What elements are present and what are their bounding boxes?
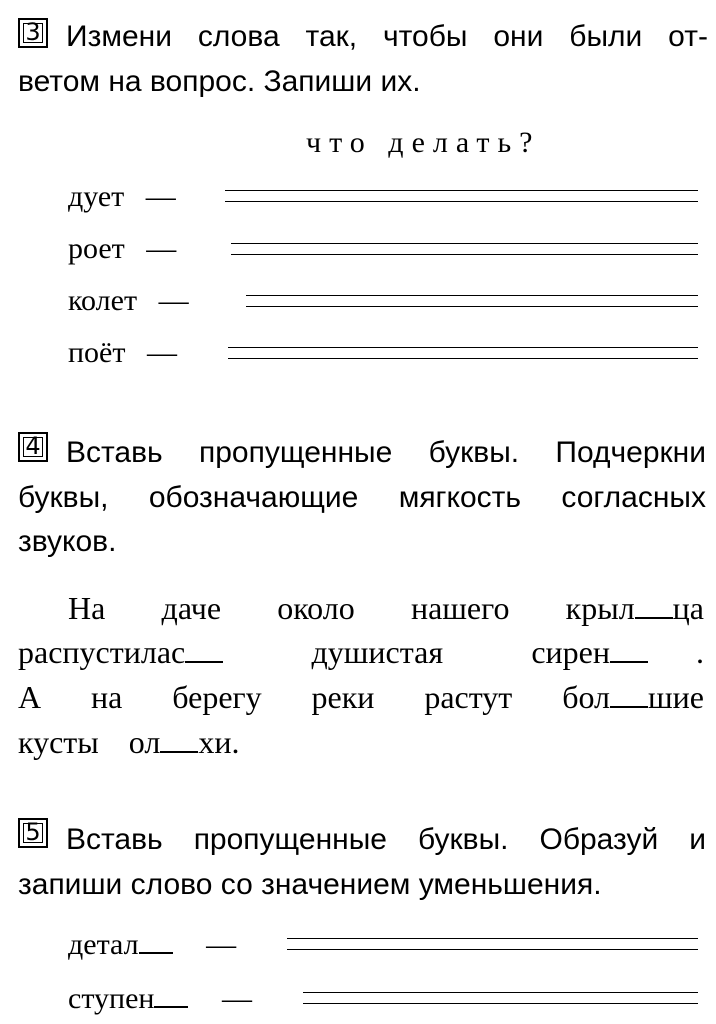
word-duet: дует — <box>68 180 176 213</box>
word-bolshie: бол шие <box>562 679 704 715</box>
task-4-instruction-line-2: буквы, обозначающие мягкость согласных <box>18 481 706 514</box>
task-3-number: 3 <box>25 18 41 46</box>
blank-1[interactable] <box>635 593 673 619</box>
answer-line-roet[interactable] <box>231 243 698 255</box>
task-3-instruction-line-2: ветом на вопрос. Запиши их. <box>18 65 421 98</box>
word-raspustilas: распустилас <box>18 629 223 675</box>
word-detal: детал — <box>68 928 237 961</box>
blank-3[interactable] <box>610 637 648 663</box>
word-krylco: крыл ца <box>565 590 704 626</box>
sentence-line-2: распустилас душистая сирен . <box>18 629 704 675</box>
word-roet: роет — <box>68 232 177 265</box>
task-4-number-box <box>18 432 48 462</box>
blank-detal[interactable] <box>139 930 173 954</box>
word-stupen: ступен — <box>68 982 252 1015</box>
task-4-instruction-line-3: звуков. <box>18 525 117 558</box>
answer-line-duet[interactable] <box>225 190 698 202</box>
blank-stupen[interactable] <box>154 984 188 1008</box>
question-heading: что делать? <box>306 126 541 159</box>
blank-5[interactable] <box>160 727 198 753</box>
task-4-instruction-line-1: Вставь пропущенные буквы. Подчеркни <box>66 436 706 469</box>
blank-2[interactable] <box>185 637 223 663</box>
task-5-number-box <box>18 818 48 848</box>
sentence-line-1: На даче около нашего крыл ца <box>18 585 704 631</box>
task-5-instruction-line-2: запиши слово со значением уменьшения. <box>18 868 602 901</box>
task-4-number: 4 <box>25 432 41 460</box>
task-5-number: 5 <box>25 818 41 846</box>
sentence-line-3: А на берегу реки растут бол шие <box>18 674 704 720</box>
task-5-instruction-line-1: Вставь пропущенные буквы. Образуй и <box>66 823 706 856</box>
answer-line-stupen[interactable] <box>303 992 698 1004</box>
word-siren: сирен . <box>531 634 704 670</box>
word-olhi: ол хи. <box>128 724 240 760</box>
task-3-instruction-line-1: Измени слова так, чтобы они были от- <box>66 20 708 53</box>
answer-line-poet[interactable] <box>228 347 698 359</box>
answer-line-detal[interactable] <box>287 938 698 950</box>
word-kolet: колет — <box>68 284 189 317</box>
task-3-number-box <box>18 18 48 48</box>
answer-line-kolet[interactable] <box>246 295 698 307</box>
blank-4[interactable] <box>610 682 648 708</box>
sentence-line-4: кусты ол хи. <box>18 724 240 760</box>
word-poet: поёт — <box>68 336 177 369</box>
